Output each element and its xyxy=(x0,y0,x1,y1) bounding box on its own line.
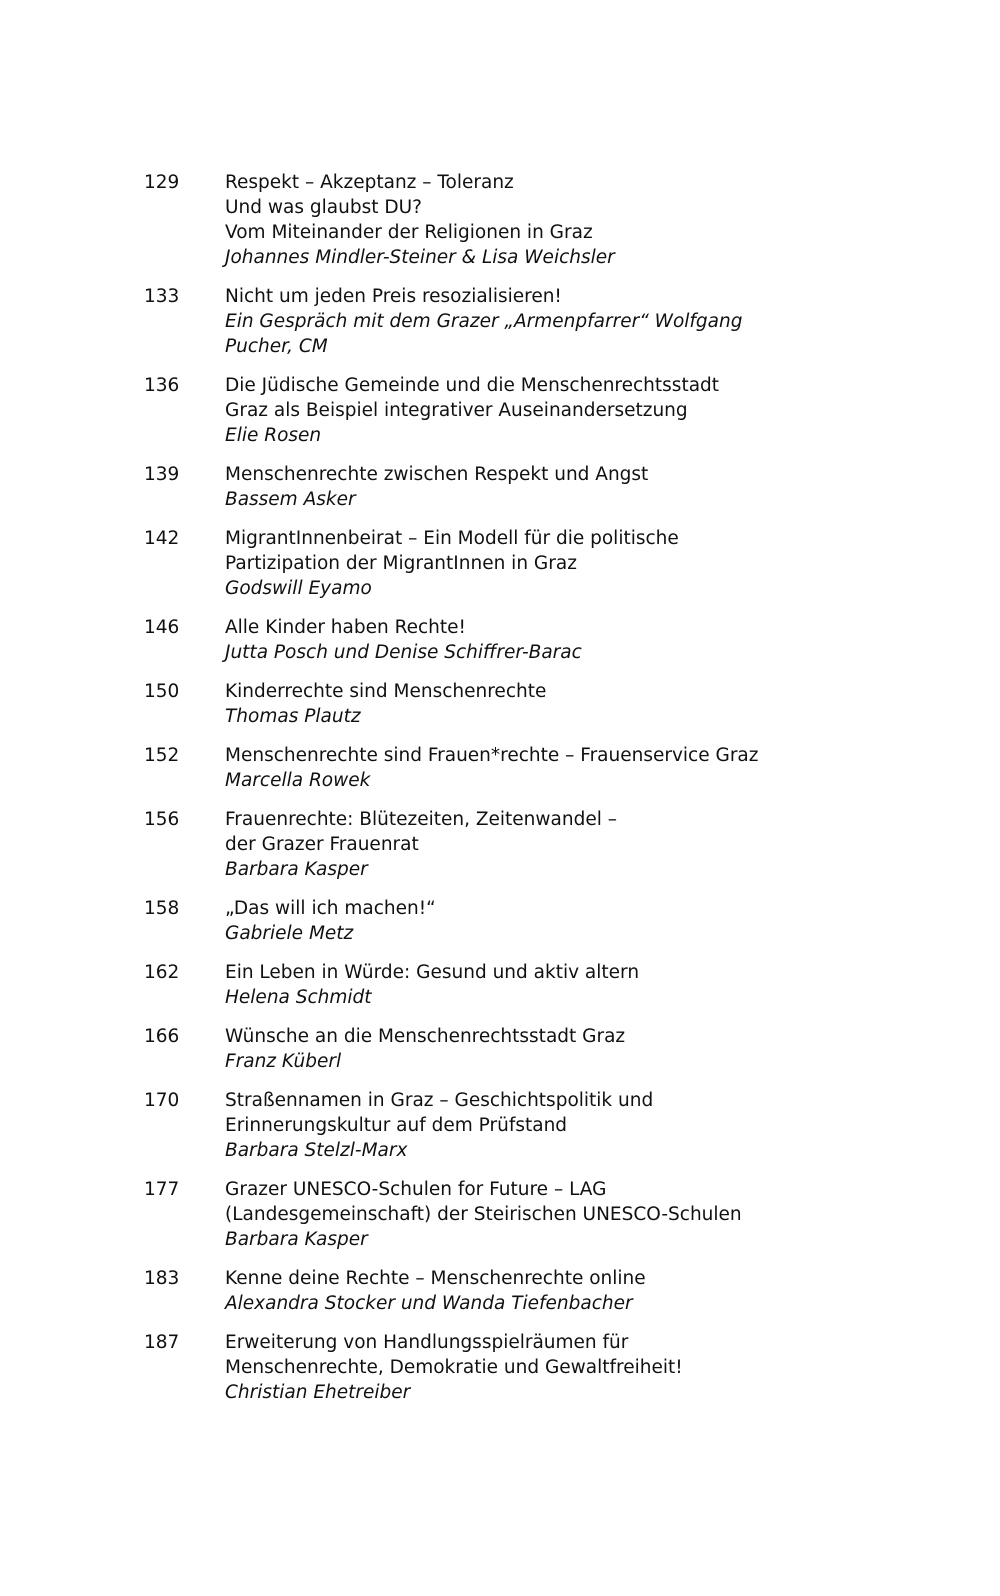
toc-entry xyxy=(144,284,864,359)
toc-entry xyxy=(144,896,864,946)
toc-title-line: Straßennamen in Graz – Geschichtspolitik und xyxy=(225,1090,654,1111)
toc-entry xyxy=(144,807,864,882)
toc-entry-body xyxy=(225,1330,864,1405)
toc-entry-body xyxy=(225,462,864,512)
toc-author-line: Barbara Kasper xyxy=(225,859,368,880)
toc-page-number: 183 xyxy=(144,1268,180,1289)
toc-entry xyxy=(144,743,864,793)
toc-page-number: 129 xyxy=(144,172,180,193)
toc-entry-body xyxy=(225,743,864,793)
toc-title-line: Vom Miteinander der Religionen in Graz xyxy=(225,222,593,243)
toc-page-number: 142 xyxy=(144,528,180,549)
toc-page-number: 152 xyxy=(144,745,180,766)
toc-author-line: Pucher, CM xyxy=(225,336,328,357)
toc-author-line: Thomas Plautz xyxy=(225,706,361,727)
toc-title-line: Erweiterung von Handlungsspielräumen für xyxy=(225,1332,629,1353)
toc-title-line: Partizipation der MigrantInnen in Graz xyxy=(225,553,577,574)
toc-title-line: MigrantInnenbeirat – Ein Modell für die politische xyxy=(225,528,679,549)
toc-entry-body xyxy=(225,526,864,601)
toc-entry xyxy=(144,1024,864,1074)
toc-author-line: Godswill Eyamo xyxy=(225,578,372,599)
toc-author-line: Franz Küberl xyxy=(225,1051,342,1072)
toc-author-line: Bassem Asker xyxy=(225,489,356,510)
toc-entry xyxy=(144,1266,864,1316)
toc-title-line: Und was glaubst DU? xyxy=(225,197,422,218)
toc-page-number: 136 xyxy=(144,375,180,396)
toc-page-number: 177 xyxy=(144,1179,180,1200)
toc-title-line: Nicht um jeden Preis resozialisieren! xyxy=(225,286,562,307)
toc-entry-body xyxy=(225,284,864,359)
toc-page-number: 166 xyxy=(144,1026,180,1047)
toc-entry-body xyxy=(225,170,864,270)
toc-entry xyxy=(144,526,864,601)
toc-page-number: 146 xyxy=(144,617,180,638)
toc-page-number: 187 xyxy=(144,1332,180,1353)
toc-author-line: Barbara Kasper xyxy=(225,1229,368,1250)
toc-title-line: Kinderrechte sind Menschenrechte xyxy=(225,681,547,702)
toc-title-line: Die Jüdische Gemeinde und die Menschenrechtsstadt xyxy=(225,375,720,396)
toc-title-line: Frauenrechte: Blütezeiten, Zeitenwandel – xyxy=(225,809,617,830)
toc-entry xyxy=(144,615,864,665)
toc-entry-body xyxy=(225,615,864,665)
toc-entry xyxy=(144,1330,864,1405)
toc-title-line: Alle Kinder haben Rechte! xyxy=(225,617,466,638)
toc-page-number: 139 xyxy=(144,464,180,485)
toc-entry-body xyxy=(225,896,864,946)
toc-title-line: (Landesgemeinschaft) der Steirischen UNESCO-Schulen xyxy=(225,1204,742,1225)
toc-page-number: 170 xyxy=(144,1090,180,1111)
toc-title-line: „Das will ich machen!“ xyxy=(225,898,436,919)
toc-entry xyxy=(144,462,864,512)
toc-title-line: Wünsche an die Menschenrechtsstadt Graz xyxy=(225,1026,626,1047)
toc-author-line: Marcella Rowek xyxy=(225,770,371,791)
toc-entry-body xyxy=(225,1024,864,1074)
toc-title-line: Menschenrechte, Demokratie und Gewaltfreiheit! xyxy=(225,1357,683,1378)
toc-title-line: Menschenrechte zwischen Respekt und Angst xyxy=(225,464,649,485)
toc-author-line: Barbara Stelzl-Marx xyxy=(225,1140,408,1161)
toc-author-line: Jutta Posch und Denise Schiffrer-Barac xyxy=(225,642,582,663)
toc-title-line: Ein Leben in Würde: Gesund und aktiv altern xyxy=(225,962,640,983)
toc-entry-body xyxy=(225,1266,864,1316)
toc-entry-body xyxy=(225,960,864,1010)
toc-title-line: Respekt – Akzeptanz – Toleranz xyxy=(225,172,514,193)
toc-entry-body xyxy=(225,373,864,448)
toc-page-number: 162 xyxy=(144,962,180,983)
toc-entry-body xyxy=(225,1088,864,1163)
toc-author-line: Gabriele Metz xyxy=(225,923,354,944)
toc-author-line: Ein Gespräch mit dem Grazer „Armenpfarrer“ Wolfgang xyxy=(225,311,743,332)
toc-page-number: 156 xyxy=(144,809,180,830)
toc-author-line: Christian Ehetreiber xyxy=(225,1382,411,1403)
toc-title-line: Grazer UNESCO-Schulen for Future – LAG xyxy=(225,1179,607,1200)
toc-title-line: Menschenrechte sind Frauen*rechte – Frauenservice Graz xyxy=(225,745,759,766)
toc-author-line: Johannes Mindler-Steiner & Lisa Weichsler xyxy=(225,247,615,268)
toc-author-line: Helena Schmidt xyxy=(225,987,372,1008)
toc-page-number: 133 xyxy=(144,286,180,307)
toc-author-line: Elie Rosen xyxy=(225,425,322,446)
toc-author-line: Alexandra Stocker und Wanda Tiefenbacher xyxy=(225,1293,633,1314)
toc-entry xyxy=(144,373,864,448)
toc-title-line: Kenne deine Rechte – Menschenrechte online xyxy=(225,1268,646,1289)
toc-entry xyxy=(144,960,864,1010)
toc-entry xyxy=(144,170,864,270)
table-of-contents xyxy=(144,170,864,1419)
toc-page-number: 150 xyxy=(144,681,180,702)
toc-entry xyxy=(144,1088,864,1163)
toc-entry-body xyxy=(225,1177,864,1252)
toc-title-line: Graz als Beispiel integrativer Auseinandersetzung xyxy=(225,400,688,421)
toc-entry xyxy=(144,1177,864,1252)
toc-entry-body xyxy=(225,807,864,882)
toc-title-line: Erinnerungskultur auf dem Prüfstand xyxy=(225,1115,568,1136)
toc-entry-body xyxy=(225,679,864,729)
toc-title-line: der Grazer Frauenrat xyxy=(225,834,419,855)
toc-entry xyxy=(144,679,864,729)
toc-page-number: 158 xyxy=(144,898,180,919)
